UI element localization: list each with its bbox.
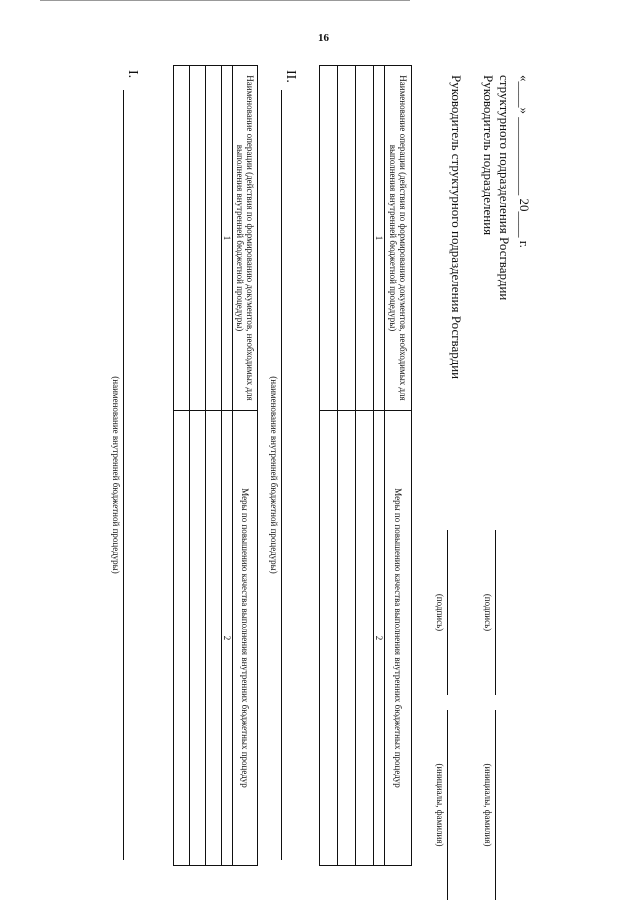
signatory2-name-caption: (инициалы, фамилия) [483, 763, 493, 847]
section1-col1-header: Наименование операции (действия по формированию документов, необходимых для выполнения внутренней бюджетной процедуры) [233, 66, 258, 411]
section1-table [173, 65, 258, 866]
table-row [320, 66, 338, 866]
section2-number: II. [283, 70, 298, 83]
date-line: «____» ____________ 20____ г. [517, 75, 532, 248]
section2-caption: (наименование внутренней бюджетной процедуры) [269, 376, 279, 574]
section1-col1-number: 1 [222, 66, 233, 411]
section2-col1-header: Наименование операции (действия по формированию документов, необходимых для выполнения внутренней бюджетной процедуры) [385, 66, 412, 411]
table-row [356, 66, 374, 866]
section1-title-line [123, 90, 124, 860]
page-number: 16 [318, 32, 329, 44]
signatory1-signature-line [447, 530, 448, 695]
section1-caption: (наименование внутренней бюджетной процедуры) [111, 376, 121, 574]
section2-col1-number: 1 [374, 66, 385, 411]
signatory2-title-line2: структурного подразделения Росгвардии [497, 75, 512, 301]
table-row [190, 66, 206, 866]
table-row [206, 66, 222, 866]
section2-col2-number: 2 [374, 411, 385, 866]
signatory2-signature-line [495, 530, 496, 695]
signatory2-signature-caption: (подпись) [483, 593, 493, 632]
signatory2-name-line [495, 710, 496, 900]
rotated-content [40, 60, 532, 910]
section1-col2-number: 2 [222, 411, 233, 866]
section1-col2-header: Меры по повышению качества выполнения внутренних бюджетных процедур [233, 411, 258, 866]
section1-number: I. [125, 70, 140, 79]
signatory2-title-line1: Руководитель подразделения [481, 75, 496, 236]
section2-table [319, 65, 412, 866]
signatory1-signature-caption: (подпись) [435, 593, 445, 632]
signatory1-name-caption: (инициалы, фамилия) [435, 763, 445, 847]
top-edge-rule [40, 0, 410, 1]
signatory1-name-line [447, 710, 448, 900]
section2-title-line [281, 90, 282, 860]
section2-col2-header: Меры по повышению качества выполнения внутренних бюджетных процедур [385, 411, 412, 866]
table-row [338, 66, 356, 866]
table-row [174, 66, 190, 866]
signatory1-title: Руководитель структурного подразделения Росгвардии [449, 75, 464, 380]
